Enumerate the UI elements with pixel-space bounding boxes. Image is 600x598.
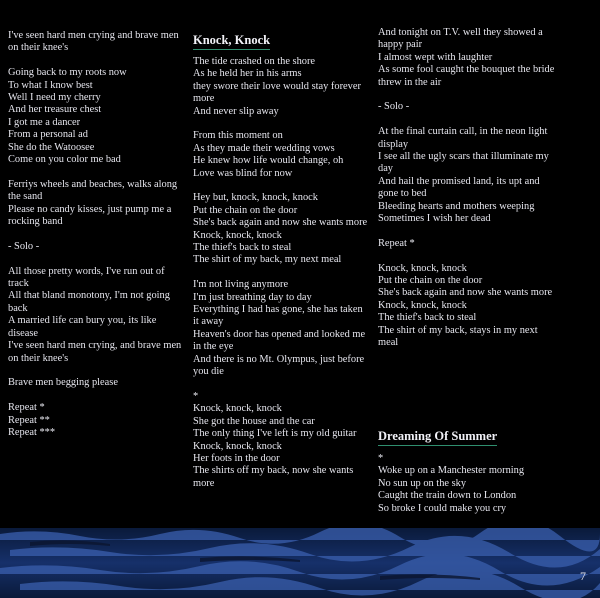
left-lyrics-column — [8, 30, 186, 452]
lyric-stanza — [8, 30, 186, 55]
lyric-stanza — [8, 402, 186, 439]
lyric-line: Going back to my roots now — [8, 67, 127, 79]
lyric-line: - Solo - — [8, 240, 40, 252]
lyric-line: Hey but, knock, knock, knock — [193, 192, 318, 204]
lyric-line: Knock, knock, knock — [378, 262, 467, 274]
song-title-knock-knock: Knock, Knock — [193, 33, 270, 50]
lyric-line: Sometimes I wish her dead — [378, 213, 491, 225]
lyric-line: I see all the ugly scars that illuminate my day — [378, 151, 549, 175]
lyric-line: Repeat * — [8, 402, 45, 414]
lyric-line: And her treasure chest — [8, 104, 102, 116]
second-song-lyrics — [378, 453, 556, 527]
lyric-line: Brave men begging please — [8, 377, 118, 389]
lyric-line: - Solo - — [378, 101, 410, 113]
lyric-line: Come on you color me bad — [8, 154, 121, 166]
lyric-line: All those pretty words, I've run out of track — [8, 265, 165, 290]
water-surface-image — [0, 528, 600, 598]
lyric-line: I've seen hard men crying, and brave men on their knee's — [8, 340, 182, 364]
lyric-line: The shirt of my back, stays in my next meal — [378, 324, 538, 349]
lyric-line: Knock, knock, knock — [193, 229, 282, 241]
lyric-line: And hail the promised land, its upt and gone to bed — [378, 175, 540, 200]
second-song-title-block — [378, 427, 497, 450]
song-title-block — [193, 31, 270, 54]
lyric-stanza — [8, 241, 186, 253]
lyric-line: Heaven's door has opened and looked me in the eye — [193, 328, 366, 353]
lyric-stanza — [8, 377, 186, 389]
lyric-line: Knock, knock, knock — [193, 440, 282, 452]
middle-lyrics-column — [193, 56, 371, 503]
lyric-line: From this moment on — [193, 130, 283, 142]
lyric-line: Put the chain on the door — [193, 204, 298, 216]
lyric-line: Repeat * — [378, 237, 415, 249]
lyric-line: As they made their wedding vows — [193, 142, 335, 154]
lyric-stanza — [378, 263, 556, 350]
lyric-line: As he held her in his arms — [193, 68, 302, 80]
lyric-line: Repeat ** — [8, 414, 50, 426]
lyric-line: And there is no Mt. Olympus, just before you die — [193, 353, 365, 378]
lyric-line: Repeat *** — [8, 426, 56, 438]
lyric-line: The shirt of my back, my next meal — [193, 254, 342, 266]
lyric-line: Please no candy kisses, just pump me a rocking band — [8, 203, 172, 228]
lyric-line: Well I need my cherry — [8, 92, 101, 104]
lyric-line: So broke I could make you cry — [378, 502, 507, 514]
lyric-line: No sun up on the sky — [378, 477, 467, 489]
lyric-stanza — [193, 279, 371, 378]
lyric-stanza — [378, 453, 556, 515]
lyric-stanza — [378, 101, 556, 113]
lyric-line: The only thing I've left is my old guitar — [193, 428, 357, 440]
lyric-stanza — [378, 27, 556, 89]
lyric-stanza — [193, 391, 371, 490]
lyric-line: Bleeding hearts and mothers weeping — [378, 200, 535, 212]
lyric-line: The shirts off my back, now she wants more — [193, 465, 354, 489]
lyric-line: She's back again and now she wants more — [193, 217, 368, 229]
lyric-stanza — [193, 192, 371, 266]
lyric-line: Put the chain on the door — [378, 275, 483, 287]
lyric-line: And tonight on T.V. well they showed a happy pair — [378, 27, 543, 51]
lyric-line: The thief's back to steal — [193, 242, 292, 254]
lyric-line: From a personal ad — [8, 129, 88, 141]
lyric-line: I got me a dancer — [8, 116, 81, 128]
lyric-line: they swore their love would stay forever more — [193, 80, 361, 105]
lyric-line: Knock, knock, knock — [193, 403, 282, 415]
lyric-line: At the final curtain call, in the neon light display — [378, 126, 548, 150]
lyric-stanza — [8, 179, 186, 229]
lyric-stanza — [193, 130, 371, 180]
lyric-line: He knew how life would change, oh — [193, 155, 344, 167]
lyric-line: I've seen hard men crying and brave men on their knee's — [8, 30, 179, 54]
lyric-line: I'm not living anymore — [193, 279, 289, 291]
right-lyrics-column — [378, 27, 556, 362]
lyric-line: Knock, knock, knock — [378, 299, 467, 311]
lyric-line: Everything I had has gone, she has taken it away — [193, 304, 363, 328]
lyric-line: Woke up on a Manchester morning — [378, 465, 525, 477]
lyric-line: She's back again and now she wants more — [378, 287, 553, 299]
lyric-line: Her foots in the door — [193, 452, 280, 464]
lyric-line: All that bland monotony, I'm not going back — [8, 290, 170, 314]
lyric-line: I'm just breathing day to day — [193, 291, 312, 303]
lyric-stanza — [378, 126, 556, 225]
lyric-line: * — [378, 453, 384, 464]
lyric-line: Love was blind for now — [193, 167, 293, 179]
lyric-line: The thief's back to steal — [378, 312, 477, 324]
lyric-line: A married life can bury you, its like disease — [8, 315, 157, 339]
lyric-line: The tide crashed on the shore — [193, 56, 316, 67]
lyric-line: As some fool caught the bouquet the bride threw in the air — [378, 64, 555, 88]
lyric-line: * — [193, 390, 199, 402]
lyric-stanza — [193, 56, 371, 118]
lyric-stanza — [8, 266, 186, 365]
lyric-line: I almost wept with laughter — [378, 51, 493, 63]
lyric-stanza — [378, 238, 556, 250]
lyric-line: Caught the train down to London — [378, 490, 517, 502]
song-title-dreaming-of-summer: Dreaming Of Summer — [378, 429, 497, 446]
lyric-line: She do the Watoosee — [8, 141, 95, 153]
lyric-line: And never slip away — [193, 105, 279, 117]
lyric-stanza — [8, 67, 186, 166]
lyric-line: Ferriys wheels and beaches, walks along the sand — [8, 178, 178, 203]
page-number: 7 — [580, 569, 586, 583]
lyric-line: She got the house and the car — [193, 415, 315, 427]
lyric-line: To what I know best — [8, 79, 93, 91]
